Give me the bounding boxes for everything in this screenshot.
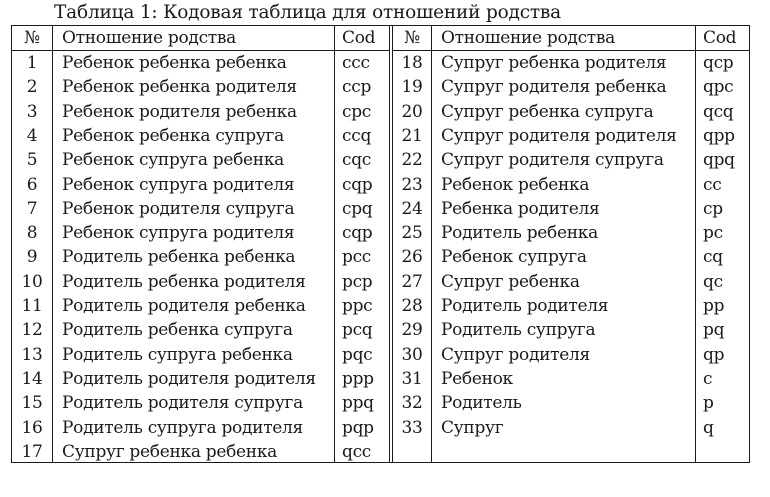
row-number: 1 [26, 53, 38, 73]
relation-code: ppc [342, 296, 373, 316]
row-number: 11 [21, 296, 43, 316]
table-row [393, 294, 750, 318]
relation-code: cq [703, 247, 723, 268]
table-row [12, 416, 390, 440]
table-row [12, 440, 390, 464]
table-row [393, 197, 750, 221]
row-number: 15 [21, 393, 43, 414]
row-number: 27 [401, 271, 423, 292]
row-number: 33 [401, 417, 423, 438]
relation-code: qpc [703, 77, 734, 98]
relation-name: Родитель родителя родителя [62, 368, 316, 389]
row-number: 13 [21, 344, 43, 365]
relation-name: Ребенок супруга ребенка [62, 150, 285, 171]
row-number: 18 [401, 53, 423, 73]
relation-name: Супруг ребенка ребенка [62, 441, 277, 462]
relation-name: Родитель ребенка ребенка [62, 247, 296, 268]
header-relation: Отношение родства [62, 28, 237, 48]
table-row [12, 270, 390, 294]
relation-name: Ребенок ребенка родителя [62, 77, 297, 98]
relation-name: Родитель родителя [441, 296, 609, 316]
row-number: 32 [401, 393, 423, 414]
relation-code: qp [703, 344, 725, 365]
row-number: 6 [26, 174, 38, 195]
relation-name: Супруг родителя [441, 344, 590, 365]
row-number: 5 [26, 150, 38, 171]
table-caption: Таблица 1: Кодовая таблица для отношений родства [54, 2, 561, 23]
relation-code: ccq [342, 125, 372, 146]
row-number: 21 [401, 125, 423, 146]
row-number: 10 [21, 271, 43, 292]
table-row [393, 318, 750, 342]
table-row [393, 367, 750, 391]
row-number: 14 [21, 368, 43, 389]
relation-name: Родитель ребенка [441, 223, 598, 244]
relation-code: pqc [342, 344, 373, 365]
relation-name: Ребенок супруга [441, 247, 587, 268]
relation-code: pqp [342, 417, 374, 438]
row-number: 12 [21, 320, 43, 341]
relation-name: Родитель ребенка супруга [62, 320, 293, 341]
table-row [12, 221, 390, 245]
relation-code: ppp [342, 368, 374, 389]
relation-code: cqc [342, 150, 372, 171]
relation-code: pcq [342, 320, 373, 341]
relation-name: Ребенок ребенка [441, 174, 590, 195]
relation-code: qcq [703, 101, 734, 122]
kinship-code-table [11, 25, 750, 463]
table-left-half [12, 26, 390, 462]
row-number: 16 [21, 417, 43, 438]
row-number: 30 [401, 344, 423, 365]
row-number: 7 [26, 198, 38, 219]
relation-code: cpc [342, 101, 372, 122]
relation-code: c [703, 368, 713, 389]
row-number: 26 [401, 247, 423, 268]
relation-name: Родитель родителя ребенка [62, 296, 306, 316]
table-row [12, 148, 390, 172]
relation-code: q [703, 417, 714, 438]
table-header-row [12, 26, 390, 51]
relation-name: Супруг родителя ребенка [441, 77, 667, 98]
relation-name: Супруг ребенка родителя [441, 53, 667, 73]
relation-name: Родитель супруга ребенка [62, 344, 293, 365]
relation-name: Ребенок [441, 368, 513, 389]
relation-code: qc [703, 271, 723, 292]
row-number: 19 [401, 77, 423, 98]
relation-code: pc [703, 223, 723, 244]
relation-name: Супруг ребенка [441, 271, 580, 292]
table-row [393, 51, 750, 75]
relation-code: pcc [342, 247, 372, 268]
row-number: 8 [26, 223, 38, 244]
table-row [12, 100, 390, 124]
table-row [12, 173, 390, 197]
row-number: 17 [21, 441, 43, 462]
table-row [393, 221, 750, 245]
row-number: 29 [401, 320, 423, 341]
relation-code: qcc [342, 441, 372, 462]
table-row [393, 100, 750, 124]
relation-name: Родитель супруга родителя [62, 417, 303, 438]
relation-code: ppq [342, 393, 374, 414]
relation-code: ccc [342, 53, 370, 73]
relation-code: qpp [703, 125, 735, 146]
relation-name: Супруг [441, 417, 504, 438]
table-row [393, 245, 750, 269]
row-number: 4 [26, 125, 38, 146]
relation-code: pcp [342, 271, 373, 292]
relation-name: Родитель родителя супруга [62, 393, 303, 414]
relation-name: Родитель супруга [441, 320, 596, 341]
table-row [393, 343, 750, 367]
table-row [12, 197, 390, 221]
table-row [12, 245, 390, 269]
relation-code: cqp [342, 174, 373, 195]
relation-name: Родитель [441, 393, 522, 414]
table-row [393, 173, 750, 197]
relation-code: qpq [703, 150, 735, 171]
relation-name: Ребенок родителя ребенка [62, 101, 297, 122]
table-row [12, 75, 390, 99]
relation-name: Ребенка родителя [441, 198, 600, 219]
row-number: 20 [401, 101, 423, 122]
relation-name: Супруг ребенка супруга [441, 101, 654, 122]
table-header-row [393, 26, 750, 51]
relation-code: pq [703, 320, 725, 341]
relation-name: Родитель ребенка родителя [62, 271, 306, 292]
row-number: 24 [401, 198, 423, 219]
relation-code: qcp [703, 53, 734, 73]
table-row [12, 318, 390, 342]
row-number: 9 [26, 247, 38, 268]
relation-name: Супруг родителя супруга [441, 150, 664, 171]
row-number: 31 [401, 368, 423, 389]
header-num: № [404, 28, 420, 48]
row-number: 22 [401, 150, 423, 171]
table-row [12, 367, 390, 391]
header-code: Cod [342, 28, 376, 48]
table-right-half [393, 26, 750, 462]
relation-code: cc [703, 174, 722, 195]
table-row [393, 416, 750, 440]
table-row [12, 51, 390, 75]
relation-code: cqp [342, 223, 373, 244]
relation-code: pp [703, 296, 725, 316]
relation-name: Супруг родителя родителя [441, 125, 677, 146]
relation-name: Ребенок ребенка супруга [62, 125, 285, 146]
relation-name: Ребенок ребенка ребенка [62, 53, 287, 73]
relation-name: Ребенок родителя супруга [62, 198, 295, 219]
row-number: 25 [401, 223, 423, 244]
table-row [12, 124, 390, 148]
relation-code: ccp [342, 77, 372, 98]
relation-code: cpq [342, 198, 373, 219]
table-row [12, 294, 390, 318]
table-row [12, 391, 390, 415]
table-row [393, 75, 750, 99]
row-number: 28 [401, 296, 423, 316]
relation-name: Ребенок супруга родителя [62, 174, 295, 195]
table-row [393, 148, 750, 172]
relation-code: cp [703, 198, 723, 219]
row-number: 23 [401, 174, 423, 195]
table-row [393, 124, 750, 148]
table-row [393, 391, 750, 415]
header-num: № [24, 28, 40, 48]
row-number: 2 [26, 77, 38, 98]
relation-name: Ребенок супруга родителя [62, 223, 295, 244]
relation-code: p [703, 393, 714, 414]
row-number: 3 [26, 101, 38, 122]
header-relation: Отношение родства [441, 28, 616, 48]
table-row [12, 343, 390, 367]
header-code: Cod [703, 28, 737, 48]
table-row [393, 270, 750, 294]
